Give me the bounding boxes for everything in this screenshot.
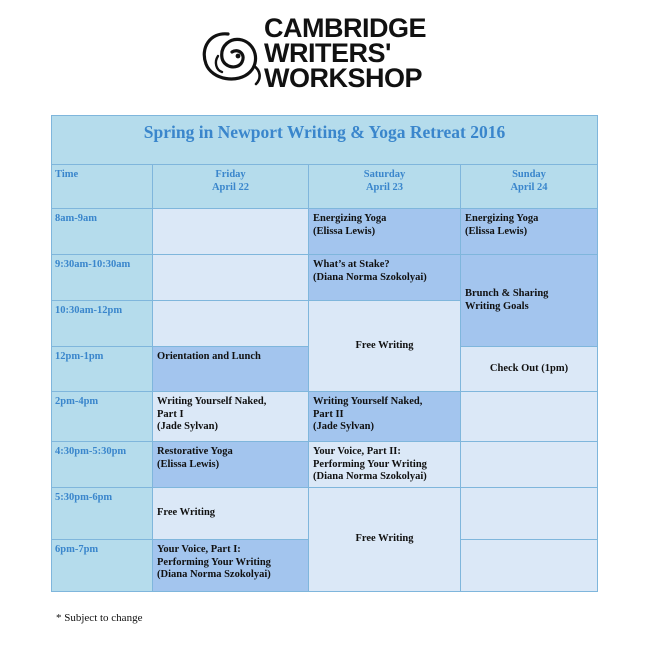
event-instructor: (Diana Norma Szokolyai) <box>313 271 427 283</box>
time-slot: 6pm-7pm <box>51 540 153 592</box>
time-slot: 8am-9am <box>51 209 153 255</box>
sunday-empty-slot <box>461 488 598 540</box>
saturday-header <box>309 165 461 209</box>
event-title: Free Writing <box>355 339 414 351</box>
event-title: Free Writing <box>157 507 216 519</box>
saturday-date: April 23 <box>365 181 404 193</box>
event-instructor: (Diana Norma Szokolyai) <box>313 471 427 482</box>
cambridge-writers-workshop-logo <box>198 14 438 94</box>
event-subtitle: Part II <box>313 408 344 420</box>
event-title: Writing Yourself Naked, <box>157 396 267 407</box>
time-slot: 9:30am-10:30am <box>51 255 153 301</box>
event-title: Energizing Yoga <box>313 213 387 224</box>
event-title: Check Out (1pm) <box>489 362 569 374</box>
sunday-empty-slot <box>461 442 598 488</box>
event-title: Brunch & Sharing <box>465 288 549 299</box>
event-title: Writing Yourself Naked, <box>313 396 423 407</box>
friday-header <box>153 165 309 209</box>
event-instructor: (Jade Sylvan) <box>313 421 374 432</box>
friday-writing-naked-1 <box>153 392 309 442</box>
event-subtitle: Performing Your Writing <box>157 556 271 568</box>
event-title: Your Voice, Part I: <box>157 544 241 555</box>
sunday-header <box>461 165 598 209</box>
schedule-table <box>51 115 598 592</box>
sunday-empty-slot <box>461 540 598 592</box>
friday-free-writing <box>153 488 309 540</box>
friday-name: Friday <box>215 169 246 180</box>
sunday-date: April 24 <box>510 181 548 193</box>
event-title: Energizing Yoga <box>465 213 539 224</box>
saturday-energizing-yoga <box>309 209 461 255</box>
time-slot: 2pm-4pm <box>51 392 153 442</box>
sunday-brunch-sharing <box>461 255 598 347</box>
schedule-title: Spring in Newport Writing & Yoga Retreat 2016 <box>51 115 598 165</box>
event-title: Free Writing <box>355 533 414 545</box>
spiral-face-logo-icon <box>198 26 264 88</box>
friday-empty-slot <box>153 301 309 347</box>
event-instructor: (Jade Sylvan) <box>157 421 218 432</box>
time-slot: 4:30pm-5:30pm <box>51 442 153 488</box>
logo-line-3: WORKSHOP <box>264 63 422 93</box>
saturday-free-writing-morning <box>309 301 461 392</box>
friday-empty-slot <box>153 255 309 301</box>
footnote: * Subject to change <box>56 612 143 624</box>
friday-orientation: Orientation and Lunch <box>153 347 309 392</box>
friday-your-voice-1 <box>153 540 309 592</box>
event-instructor: (Elissa Lewis) <box>157 458 220 470</box>
friday-restorative-yoga <box>153 442 309 488</box>
event-instructor: (Elissa Lewis) <box>313 225 376 237</box>
friday-empty-slot <box>153 209 309 255</box>
event-subtitle: Part I <box>157 408 184 420</box>
event-subtitle: Performing Your Writing <box>313 458 427 470</box>
sunday-check-out <box>461 347 598 392</box>
event-instructor: (Elissa Lewis) <box>465 225 528 237</box>
event-subtitle: Writing Goals <box>465 300 529 312</box>
saturday-whats-at-stake <box>309 255 461 301</box>
saturday-your-voice-2 <box>309 442 461 488</box>
logo-line-2: WRITERS' <box>264 38 391 68</box>
friday-date: April 22 <box>211 181 250 193</box>
saturday-writing-naked-2 <box>309 392 461 442</box>
event-title: Restorative Yoga <box>157 446 233 457</box>
time-column-header: Time <box>51 165 153 209</box>
sunday-name: Sunday <box>512 169 546 180</box>
time-slot: 12pm-1pm <box>51 347 153 392</box>
logo-wordmark <box>264 13 426 93</box>
sunday-energizing-yoga <box>461 209 598 255</box>
saturday-name: Saturday <box>363 169 406 180</box>
time-slot: 5:30pm-6pm <box>51 488 153 540</box>
event-title: Your Voice, Part II: <box>313 446 401 457</box>
logo-line-1: CAMBRIDGE <box>264 13 426 43</box>
sunday-empty-slot <box>461 392 598 442</box>
event-instructor: (Diana Norma Szokolyai) <box>157 569 271 580</box>
event-title: What’s at Stake? <box>313 259 390 270</box>
time-slot: 10:30am-12pm <box>51 301 153 347</box>
saturday-free-writing-evening <box>309 488 461 592</box>
